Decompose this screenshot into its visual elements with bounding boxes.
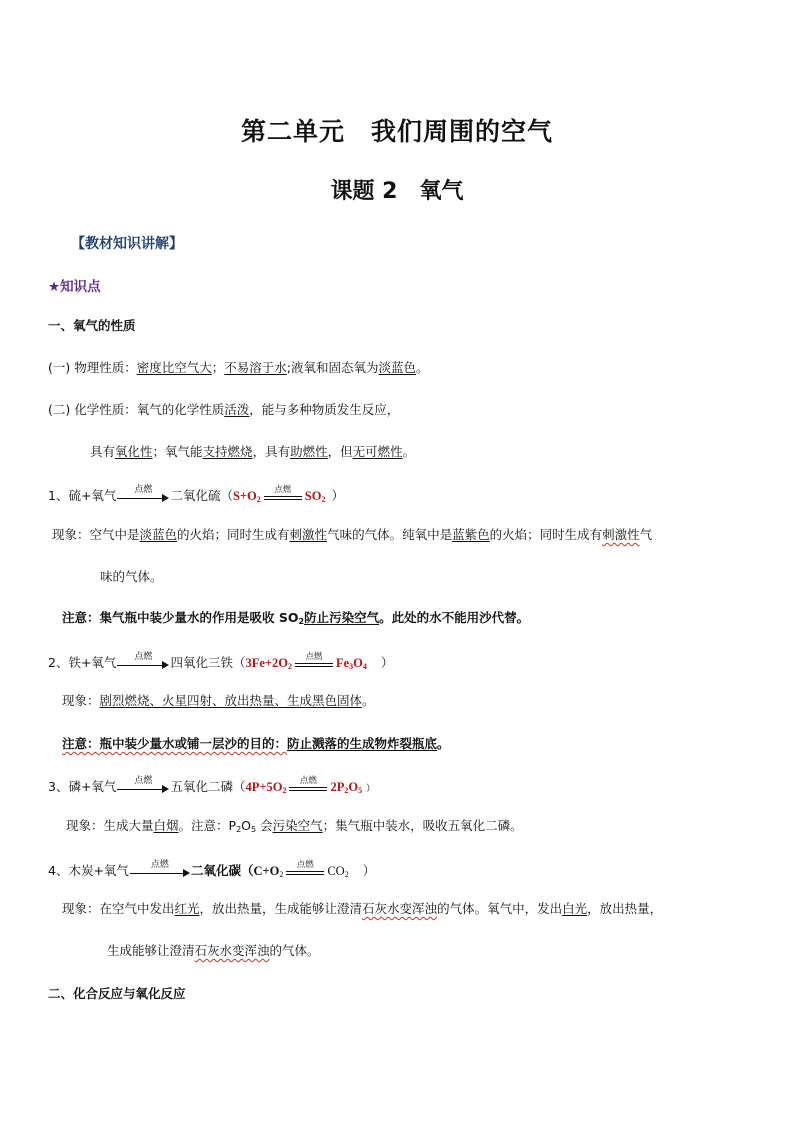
r1-eq-right-sub: 2 — [321, 495, 326, 504]
chem2-nonflammable: 无可燃性 — [352, 444, 403, 459]
physical-sep2: ;液氧和固态氧为 — [286, 360, 379, 375]
r4-ph-cont2: 石灰水变浑浊 — [194, 943, 270, 958]
r1-ph-h: 气 — [639, 527, 653, 542]
r4-ph-prefix: 现象：在空气中发出 — [62, 901, 175, 916]
chem2-p2: ；氧气能 — [152, 444, 203, 459]
r3-ph-a: 白烟 — [153, 818, 179, 833]
r4-eq-left-sub: 2 — [279, 870, 284, 879]
r3-arrow — [117, 777, 169, 795]
physical-color: 淡蓝色 — [378, 360, 417, 375]
r1-equation — [232, 485, 326, 504]
knowledge-header: ★知识点 — [48, 279, 101, 295]
r3-ph-sub1: 2 — [236, 825, 242, 834]
r3-ph-f: ；集气瓶中装水，吸收五氧化二磷。 — [322, 818, 523, 833]
section1-title: 一、氧气的性质 — [48, 318, 136, 333]
section-header: 【教材知识讲解】 — [71, 236, 183, 252]
r3-eqbar-cond: 点燃 — [299, 776, 317, 786]
r4-arrow-cond: 点燃 — [150, 860, 169, 870]
r3-product: 五氧化二磷（ — [170, 779, 246, 794]
section2-title: 二、化合反应与氧化反应 — [48, 986, 186, 1001]
unit-title: 第二单元 我们周围的空气 — [240, 117, 553, 146]
reaction-phosphorus — [48, 777, 375, 800]
r3-phenomenon — [66, 817, 523, 839]
r2-eq-right1: Fe — [335, 656, 350, 670]
r4-ph-b: ，放出热量，生成能够让澄清 — [199, 901, 363, 916]
r4-label: 4、木炭+氧气 — [48, 863, 129, 878]
r2-eq-right2: O — [353, 656, 363, 670]
r1-note-prefix: 注意：集气瓶中装少量水的作用是吸收 SO — [62, 610, 299, 625]
physical-properties — [48, 359, 429, 377]
r2-phenomenon — [62, 692, 375, 710]
r1-phenomenon — [52, 526, 652, 544]
r1-ph-f: 的火焰；同时生成有 — [489, 527, 603, 542]
r4-ph-a: 红光 — [174, 901, 200, 916]
chemical-active: 活泼 — [224, 402, 250, 417]
r1-eqbar-cond: 点燃 — [274, 485, 292, 495]
r3-eq-right-sub2: 5 — [358, 786, 363, 795]
r2-close: ） — [380, 655, 394, 670]
r3-arrow-cond: 点燃 — [134, 776, 153, 786]
chemical-end: ，能与多种物质发生反应， — [249, 402, 400, 417]
r2-ph-prefix: 现象： — [62, 693, 100, 708]
physical-density: 密度比空气大 — [136, 360, 212, 375]
r1-ph-prefix: 现象：空气中是 — [52, 527, 140, 542]
r4-eqbar-cond: 点燃 — [296, 860, 314, 870]
r4-arrow — [130, 861, 190, 879]
r2-note-end: 。 — [437, 736, 450, 751]
r1-label: 1、硫+氧气 — [48, 488, 117, 503]
r1-ph-d: 气味的气体。纯氧中是 — [327, 527, 453, 542]
chemical-properties — [48, 401, 399, 419]
physical-solubility: 不易溶于水 — [224, 360, 287, 375]
r4-phenomenon — [62, 900, 662, 918]
chem2-p4: ，但 — [327, 444, 353, 459]
r4-eq-right-sub: 2 — [344, 870, 349, 879]
physical-end: 。 — [416, 360, 429, 375]
r3-eq-right-sub1: 2 — [344, 786, 349, 795]
r3-ph-d: 会 — [256, 818, 273, 833]
r4-close: ） — [362, 863, 376, 878]
r2-arrow — [117, 653, 169, 671]
r3-ph-prefix: 现象：生成大量 — [66, 818, 154, 833]
r1-eq-right: SO — [304, 489, 322, 503]
r1-note-a: 防止污染空气 — [304, 610, 380, 625]
r2-eq-right-sub2: 4 — [362, 662, 367, 671]
physical-sep1: ； — [211, 360, 225, 375]
r1-note — [62, 609, 529, 631]
r4-eq-right: CO — [327, 864, 345, 878]
r1-arrow — [117, 486, 169, 504]
r2-arrow-cond: 点燃 — [134, 652, 153, 662]
r2-note-prefix: 注意：瓶中装少量水或铺一层沙的目的： — [62, 736, 288, 751]
r3-ph-c: O — [241, 818, 252, 833]
r3-label: 3、磷+氧气 — [48, 779, 117, 794]
chem2-support: 支持燃烧 — [202, 444, 253, 459]
r2-ph-a: 剧烈燃烧、火星四射、放出热量、生成黑色固体 — [99, 693, 363, 708]
r2-equation — [245, 652, 367, 671]
chem2-oxidizing: 氧化性 — [115, 444, 153, 459]
r1-ph-g: 刺激性 — [602, 527, 640, 542]
chem2-end: 。 — [402, 444, 416, 459]
physical-prefix: (一) 物理性质： — [48, 360, 137, 375]
r3-eq-left: 4P+5O — [245, 780, 283, 794]
r3-ph-e: 污染空气 — [272, 818, 323, 833]
r3-eq-right2: O — [348, 780, 359, 794]
r2-eqbar — [295, 653, 333, 671]
chemical-prefix: (二) 化学性质：氧气的化学性质 — [48, 402, 225, 417]
r4-eqbar — [286, 861, 324, 879]
r1-ph-a: 淡蓝色 — [139, 527, 178, 542]
r2-product: 四氧化三铁（ — [170, 655, 246, 670]
reaction-charcoal — [48, 861, 375, 884]
chem2-combustion: 助燃性 — [290, 444, 328, 459]
r4-ph-cont3: 的气体。 — [269, 943, 320, 958]
r1-phenomenon-cont: 味的气体。 — [100, 569, 163, 584]
r1-eqbar — [264, 486, 302, 504]
r1-note-end: 。此处的水不能用沙代替。 — [379, 610, 530, 625]
r4-ph-c: 石灰水变浑浊 — [362, 901, 438, 916]
r2-note — [48, 735, 450, 753]
chemical-properties-2 — [90, 443, 415, 461]
lesson-title: 课题 2 氧气 — [330, 179, 464, 204]
r3-equation — [245, 776, 363, 795]
r1-product: 二氧化硫（ — [170, 488, 233, 503]
r3-ph-sub2: 5 — [251, 825, 257, 834]
r4-phenomenon-cont — [107, 942, 320, 960]
r2-eq-left-sub: 2 — [287, 662, 292, 671]
r3-eq-right1: 2P — [330, 780, 345, 794]
r4-ph-f: ，放出热量， — [587, 901, 663, 916]
r1-ph-e: 蓝紫色 — [452, 527, 490, 542]
r3-ph-b: 。注意：P — [178, 818, 237, 833]
r4-ph-e: 白光 — [562, 901, 588, 916]
chem2-p3: ，具有 — [252, 444, 291, 459]
reaction-sulfur — [48, 486, 344, 509]
r2-note-a: 防止溅落的生成物炸裂瓶底 — [287, 736, 438, 751]
r3-eqbar — [289, 777, 327, 795]
r2-label: 2、铁+氧气 — [48, 655, 117, 670]
r2-eq-left: 3Fe+2O — [245, 656, 288, 670]
r1-ph-b: 的火焰；同时生成有 — [177, 527, 290, 542]
r2-ph-end: 。 — [362, 693, 375, 708]
r3-close: ） — [366, 784, 376, 794]
r3-eq-left-sub: 2 — [282, 786, 287, 795]
chem2-p1: 具有 — [90, 444, 116, 459]
r1-arrow-cond: 点燃 — [134, 485, 153, 495]
r4-ph-d: 的气体。氧气中，发出 — [437, 901, 563, 916]
r1-close: ） — [331, 488, 344, 503]
r2-eq-right-sub1: 3 — [349, 662, 354, 671]
r4-ph-cont1: 生成能够让澄清 — [107, 943, 195, 958]
r1-note-sub: 2 — [298, 617, 305, 626]
r4-product: 二氧化碳（C+O — [190, 864, 280, 878]
r2-eqbar-cond: 点燃 — [305, 652, 323, 662]
reaction-iron — [48, 653, 393, 676]
r1-eq-left: S+O — [232, 489, 257, 503]
r1-eq-left-sub: 2 — [256, 495, 261, 504]
r1-ph-c: 刺激性 — [289, 527, 328, 542]
